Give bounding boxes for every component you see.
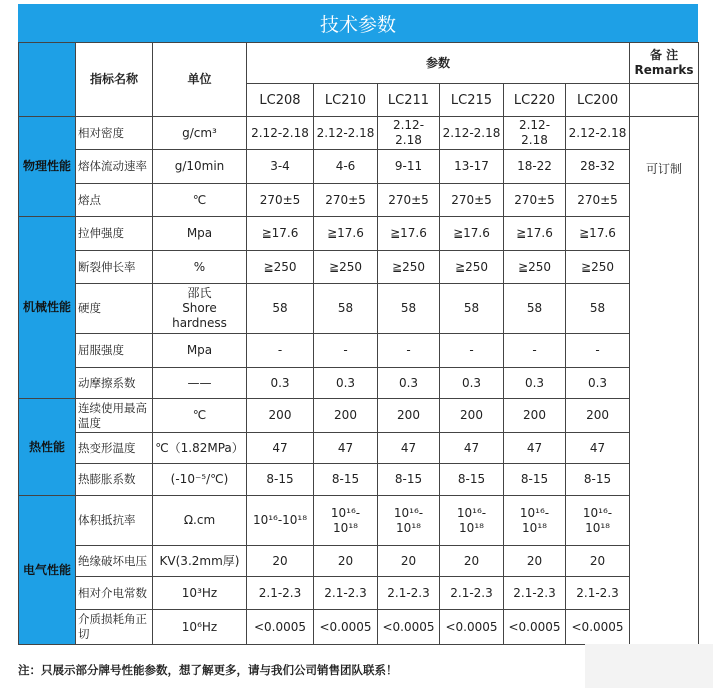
property-value: 0.3 <box>314 368 378 399</box>
property-name: 熔点 <box>76 184 153 217</box>
property-value: 0.3 <box>440 368 504 399</box>
property-value: 0.3 <box>247 368 314 399</box>
property-value: 0.3 <box>504 368 566 399</box>
property-value: 2.12-2.18 <box>314 117 378 150</box>
category-label: 物理性能 <box>19 117 76 217</box>
property-unit: ℃（1.82MPa） <box>153 433 247 464</box>
property-value: ≧250 <box>247 251 314 284</box>
property-value: 20 <box>247 546 314 577</box>
property-value: 47 <box>314 433 378 464</box>
property-value: ≧250 <box>440 251 504 284</box>
property-name: 连续使用最高温度 <box>76 399 153 433</box>
property-unit: (-10⁻⁵/℃) <box>153 464 247 496</box>
property-name: 拉伸强度 <box>76 217 153 251</box>
property-name: 断裂伸长率 <box>76 251 153 284</box>
property-value: ≧250 <box>378 251 440 284</box>
property-value: 270±5 <box>378 184 440 217</box>
property-name: 相对密度 <box>76 117 153 150</box>
table-row <box>19 577 699 610</box>
property-value: 2.12-2.18 <box>378 117 440 150</box>
model-header: LC220 <box>504 84 566 117</box>
table-row <box>19 150 699 184</box>
table-row <box>19 464 699 496</box>
property-unit: 10³Hz <box>153 577 247 610</box>
property-value: 28-32 <box>566 150 630 184</box>
property-value: 47 <box>440 433 504 464</box>
table-row <box>19 334 699 368</box>
property-value: 270±5 <box>504 184 566 217</box>
property-unit: 10⁶Hz <box>153 610 247 645</box>
table-row <box>19 251 699 284</box>
property-value: 20 <box>314 546 378 577</box>
property-value: 8-15 <box>378 464 440 496</box>
property-value: 47 <box>247 433 314 464</box>
table-row <box>19 610 699 645</box>
category-label: 热性能 <box>19 399 76 496</box>
property-value: 10¹⁶- 10¹⁸ <box>440 496 504 546</box>
remarks-blank-cell <box>630 84 699 117</box>
property-unit: ℃ <box>153 399 247 433</box>
property-value: 2.1-2.3 <box>314 577 378 610</box>
property-value: - <box>566 334 630 368</box>
property-value: 10¹⁶-10¹⁸ <box>247 496 314 546</box>
property-name: 热膨胀系数 <box>76 464 153 496</box>
property-value: 58 <box>440 284 504 334</box>
remarks-cell <box>630 117 699 645</box>
property-value: 4-6 <box>314 150 378 184</box>
table-row <box>19 496 699 546</box>
property-value: 200 <box>247 399 314 433</box>
property-value: - <box>247 334 314 368</box>
page-title: 技术参数 <box>18 4 698 42</box>
property-value: 200 <box>440 399 504 433</box>
table-row <box>19 368 699 399</box>
property-value: 20 <box>440 546 504 577</box>
name-column-header: 指标名称 <box>76 43 153 117</box>
property-value: 3-4 <box>247 150 314 184</box>
model-header: LC211 <box>378 84 440 117</box>
property-name: 相对介电常数 <box>76 577 153 610</box>
property-value: 20 <box>566 546 630 577</box>
property-value: 20 <box>504 546 566 577</box>
property-value: 58 <box>314 284 378 334</box>
property-value: 2.1-2.3 <box>504 577 566 610</box>
property-value: ≧250 <box>314 251 378 284</box>
property-value: 13-17 <box>440 150 504 184</box>
table-row <box>19 217 699 251</box>
property-value: 200 <box>566 399 630 433</box>
property-unit: 邵氏 Shore hardness <box>153 284 247 334</box>
property-value: <0.0005 <box>378 610 440 645</box>
property-value: ≧250 <box>566 251 630 284</box>
property-value: 270±5 <box>566 184 630 217</box>
remarks-column-header <box>630 43 699 84</box>
property-value: - <box>378 334 440 368</box>
property-value: 2.1-2.3 <box>247 577 314 610</box>
property-value: 8-15 <box>314 464 378 496</box>
property-value: 58 <box>566 284 630 334</box>
property-value: 58 <box>247 284 314 334</box>
property-value: ≧17.6 <box>247 217 314 251</box>
property-value: 9-11 <box>378 150 440 184</box>
property-value: 2.12-2.18 <box>566 117 630 150</box>
property-value: 8-15 <box>440 464 504 496</box>
property-value: 47 <box>378 433 440 464</box>
property-value: 2.1-2.3 <box>566 577 630 610</box>
remarks-header-cn: 备 注 <box>649 48 679 62</box>
category-header-cell <box>19 43 76 117</box>
property-value: 200 <box>314 399 378 433</box>
property-value: 58 <box>504 284 566 334</box>
params-column-header: 参数 <box>247 43 630 84</box>
property-name: 热变形温度 <box>76 433 153 464</box>
property-value: <0.0005 <box>440 610 504 645</box>
property-value: 200 <box>504 399 566 433</box>
property-value: ≧17.6 <box>440 217 504 251</box>
property-name: 动摩擦系数 <box>76 368 153 399</box>
property-value: 10¹⁶- 10¹⁸ <box>378 496 440 546</box>
table-row <box>19 399 699 433</box>
unit-column-header: 单位 <box>153 43 247 117</box>
model-header: LC215 <box>440 84 504 117</box>
property-value: ≧17.6 <box>504 217 566 251</box>
property-unit: Mpa <box>153 217 247 251</box>
property-unit: Ω.cm <box>153 496 247 546</box>
table-row <box>19 546 699 577</box>
category-label: 机械性能 <box>19 217 76 399</box>
property-value: - <box>504 334 566 368</box>
property-value: 270±5 <box>247 184 314 217</box>
property-value: 200 <box>378 399 440 433</box>
property-value: 0.3 <box>378 368 440 399</box>
table-row <box>19 284 699 334</box>
property-value: 2.12-2.18 <box>247 117 314 150</box>
property-value: 270±5 <box>440 184 504 217</box>
property-value: 10¹⁶- 10¹⁸ <box>504 496 566 546</box>
property-value: 10¹⁶- 10¹⁸ <box>314 496 378 546</box>
property-value: ≧17.6 <box>566 217 630 251</box>
property-value: 18-22 <box>504 150 566 184</box>
property-unit: Mpa <box>153 334 247 368</box>
property-unit: g/10min <box>153 150 247 184</box>
property-name: 熔体流动速率 <box>76 150 153 184</box>
property-value: 20 <box>378 546 440 577</box>
table-row <box>19 184 699 217</box>
property-value: 58 <box>378 284 440 334</box>
model-header: LC200 <box>566 84 630 117</box>
property-value: 8-15 <box>247 464 314 496</box>
property-value: ≧17.6 <box>378 217 440 251</box>
property-value: 2.12-2.18 <box>504 117 566 150</box>
spec-table <box>18 42 699 645</box>
category-label: 电气性能 <box>19 496 76 645</box>
property-value: 2.1-2.3 <box>378 577 440 610</box>
property-name: 体积抵抗率 <box>76 496 153 546</box>
property-value: ≧17.6 <box>314 217 378 251</box>
property-value: <0.0005 <box>247 610 314 645</box>
property-value: 47 <box>504 433 566 464</box>
property-value: 270±5 <box>314 184 378 217</box>
remarks-header-en: Remarks <box>634 63 694 77</box>
footer-strip <box>585 644 713 688</box>
table-row <box>19 433 699 464</box>
property-name: 介质损耗角正切 <box>76 610 153 645</box>
property-unit: % <box>153 251 247 284</box>
property-value: 8-15 <box>566 464 630 496</box>
model-header: LC210 <box>314 84 378 117</box>
property-unit: —— <box>153 368 247 399</box>
table-row <box>19 117 699 150</box>
property-unit: ℃ <box>153 184 247 217</box>
property-unit: KV(3.2mm厚) <box>153 546 247 577</box>
model-header: LC208 <box>247 84 314 117</box>
property-value: 0.3 <box>566 368 630 399</box>
property-value: ≧250 <box>504 251 566 284</box>
property-value: <0.0005 <box>504 610 566 645</box>
footer-note: 注：只展示部分牌号性能参数，想了解更多，请与我们公司销售团队联系！ <box>18 663 398 677</box>
property-value: <0.0005 <box>566 610 630 645</box>
property-value: <0.0005 <box>314 610 378 645</box>
property-value: 8-15 <box>504 464 566 496</box>
property-value: 10¹⁶- 10¹⁸ <box>566 496 630 546</box>
property-value: - <box>314 334 378 368</box>
property-value: 2.1-2.3 <box>440 577 504 610</box>
property-value: 47 <box>566 433 630 464</box>
property-name: 绝缘破坏电压 <box>76 546 153 577</box>
property-value: 2.12-2.18 <box>440 117 504 150</box>
remarks-value: 可订制 <box>646 162 683 176</box>
property-name: 屈服强度 <box>76 334 153 368</box>
property-unit: g/cm³ <box>153 117 247 150</box>
property-value: - <box>440 334 504 368</box>
property-name: 硬度 <box>76 284 153 334</box>
